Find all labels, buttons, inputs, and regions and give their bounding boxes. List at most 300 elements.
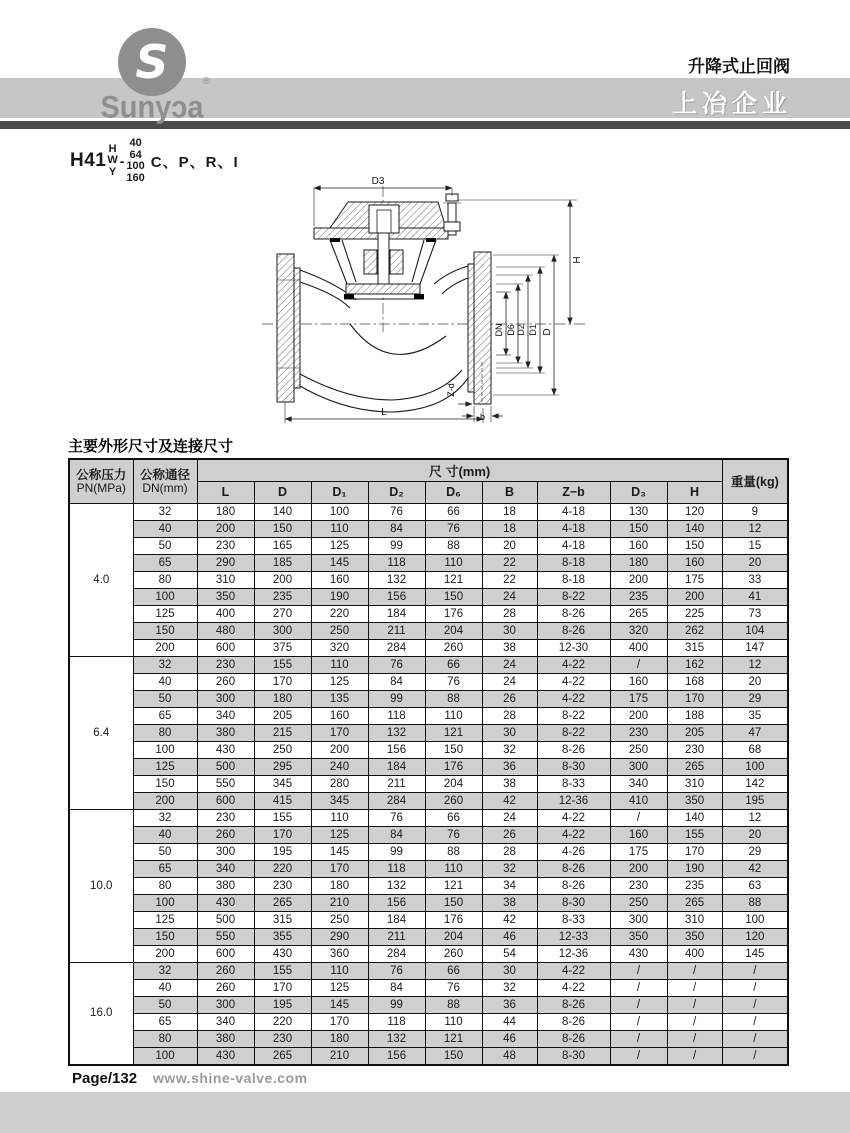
dimension-value: 76 — [368, 656, 425, 673]
dn-value: 150 — [133, 622, 197, 639]
dimension-value: / — [667, 962, 722, 979]
header-dn-cn: 公称通径 — [139, 467, 190, 482]
dn-value: 32 — [133, 962, 197, 979]
model-designation — [70, 138, 239, 184]
dimension-value: 34 — [482, 877, 537, 894]
dn-value: 125 — [133, 758, 197, 775]
dimension-value: 125 — [311, 979, 368, 996]
table-row — [69, 605, 788, 622]
packing — [390, 250, 403, 274]
dn-value: 50 — [133, 843, 197, 860]
dimension-value: 290 — [197, 554, 254, 571]
left-flange-step — [294, 268, 300, 388]
dimension-value: 100 — [311, 503, 368, 520]
dn-value: 50 — [133, 537, 197, 554]
dimension-value: 41 — [722, 588, 788, 605]
dimension-value: 160 — [667, 554, 722, 571]
dimension-value: 48 — [482, 1047, 537, 1065]
dimension-value: 230 — [667, 741, 722, 758]
dimension-value: 184 — [368, 758, 425, 775]
dimension-value: 4-22 — [537, 809, 610, 826]
dimension-value: 205 — [667, 724, 722, 741]
table-row — [69, 826, 788, 843]
table-row — [69, 775, 788, 792]
dimension-value: / — [667, 979, 722, 996]
dimension-value: / — [610, 979, 667, 996]
valve-stem — [378, 233, 389, 285]
table-row — [69, 1030, 788, 1047]
dimension-value: 99 — [368, 843, 425, 860]
table-row — [69, 758, 788, 775]
table-row — [69, 622, 788, 639]
model-dash: - — [119, 153, 125, 169]
dn-value: 40 — [133, 826, 197, 843]
dimension-value: 15 — [722, 537, 788, 554]
page-title: 升降式止回阀 — [688, 57, 790, 76]
dimension-value: 110 — [425, 707, 482, 724]
dimension-value: 260 — [425, 639, 482, 656]
model-type: W — [107, 154, 118, 167]
dimension-value: 185 — [254, 554, 311, 571]
dimension-value: 26 — [482, 826, 537, 843]
right-flange-step — [468, 264, 474, 392]
dimension-value: 4-22 — [537, 673, 610, 690]
dimension-value: 4-18 — [537, 503, 610, 520]
dimension-value: 340 — [197, 707, 254, 724]
dimension-value: 190 — [311, 588, 368, 605]
dimension-value: 180 — [311, 1030, 368, 1047]
model-pressure: 40 — [129, 137, 142, 149]
dimension-value: / — [610, 962, 667, 979]
dimension-value: 121 — [425, 571, 482, 588]
dimension-value: 4-22 — [537, 979, 610, 996]
dimension-value: 4-26 — [537, 843, 610, 860]
dimension-value: 211 — [368, 622, 425, 639]
dimension-value: 380 — [197, 877, 254, 894]
dimension-value: 88 — [425, 537, 482, 554]
table-row — [69, 520, 788, 537]
dimension-value: 54 — [482, 945, 537, 962]
table-row — [69, 554, 788, 571]
dimension-value: 8-26 — [537, 877, 610, 894]
dimension-value: 100 — [722, 911, 788, 928]
seat-ring — [414, 294, 424, 299]
dimension-value: 156 — [368, 1047, 425, 1065]
dimension-value: 235 — [610, 588, 667, 605]
dimension-value: 600 — [197, 792, 254, 809]
dimension-value: 235 — [667, 877, 722, 894]
dimension-value: 400 — [610, 639, 667, 656]
dimension-value: / — [667, 996, 722, 1013]
dn-value: 200 — [133, 945, 197, 962]
dimension-value: 260 — [197, 826, 254, 843]
dimension-value: 36 — [482, 758, 537, 775]
dimension-value: / — [722, 1030, 788, 1047]
dn-value: 80 — [133, 1030, 197, 1047]
dim-label-d6: D6 — [506, 324, 516, 336]
dn-value: 40 — [133, 979, 197, 996]
diameter-dimensions — [493, 255, 559, 395]
dimension-value: 265 — [667, 894, 722, 911]
dimension-value: 220 — [311, 605, 368, 622]
dn-value: 125 — [133, 605, 197, 622]
dimension-value: / — [722, 1047, 788, 1065]
dimension-value: 88 — [425, 843, 482, 860]
dimension-value: 200 — [667, 588, 722, 605]
dimension-value: 28 — [482, 843, 537, 860]
dimension-value: 380 — [197, 1030, 254, 1047]
dimension-value: 156 — [368, 588, 425, 605]
dimension-value: 47 — [722, 724, 788, 741]
dimension-value: 84 — [368, 979, 425, 996]
dimension-value: 250 — [610, 741, 667, 758]
dimension-value: 118 — [368, 707, 425, 724]
dimension-value: 24 — [482, 673, 537, 690]
dimension-value: 220 — [254, 860, 311, 877]
dimension-value: 176 — [425, 911, 482, 928]
dimension-value: / — [667, 1047, 722, 1065]
table-row — [69, 707, 788, 724]
dimension-value: / — [610, 656, 667, 673]
table-row — [69, 673, 788, 690]
dimension-value: 156 — [368, 741, 425, 758]
dimension-value: 46 — [482, 928, 537, 945]
dimension-value: 73 — [722, 605, 788, 622]
dimension-value: 300 — [610, 758, 667, 775]
dn-value: 80 — [133, 724, 197, 741]
dim-label-zd: Z-d — [446, 383, 456, 397]
header-col-l: L — [197, 481, 254, 503]
dn-value: 32 — [133, 656, 197, 673]
dimension-value: 12 — [722, 520, 788, 537]
pn-value: 6.4 — [69, 656, 133, 809]
header-pn-cn: 公称压力 — [76, 467, 127, 482]
dimension-value: 8-26 — [537, 622, 610, 639]
dimension-value: 300 — [610, 911, 667, 928]
dimension-value: 230 — [254, 1030, 311, 1047]
dimension-value: 180 — [311, 877, 368, 894]
dimension-value: 200 — [197, 520, 254, 537]
dim-label-b: b — [479, 412, 486, 422]
dimension-value: / — [722, 962, 788, 979]
dimension-value: 300 — [197, 843, 254, 860]
dimension-value: 20 — [722, 826, 788, 843]
dimension-value: 36 — [482, 996, 537, 1013]
header-col-zb: Z−b — [537, 481, 610, 503]
pn-value: 10.0 — [69, 809, 133, 962]
dimension-value: 150 — [425, 741, 482, 758]
header-weight: 重量(kg) — [722, 459, 788, 503]
dimension-value: 24 — [482, 656, 537, 673]
dimension-value: 110 — [311, 809, 368, 826]
dimension-value: 155 — [254, 656, 311, 673]
table-row — [69, 724, 788, 741]
dimension-value: 12-36 — [537, 945, 610, 962]
dimension-value: 430 — [254, 945, 311, 962]
header-col-d1: D₁ — [311, 481, 368, 503]
dimension-value: 211 — [368, 928, 425, 945]
header-dn — [133, 459, 197, 503]
model-type-stack — [107, 144, 117, 179]
dimension-value: 24 — [482, 588, 537, 605]
dimension-value: 295 — [254, 758, 311, 775]
dimension-value: 215 — [254, 724, 311, 741]
dimension-value: 110 — [311, 656, 368, 673]
dimension-value: 132 — [368, 877, 425, 894]
dimension-value: 132 — [368, 1030, 425, 1047]
dim-label-l: L — [381, 407, 387, 418]
dimension-value: 310 — [667, 911, 722, 928]
table-row — [69, 1013, 788, 1030]
header-pn — [69, 459, 133, 503]
body-outline — [442, 278, 468, 294]
dimension-value: / — [722, 996, 788, 1013]
dimension-value: 155 — [667, 826, 722, 843]
seat-ring — [344, 294, 354, 299]
logo-mark-icon — [116, 26, 188, 98]
dimension-value: 140 — [667, 809, 722, 826]
dimension-value: 4-18 — [537, 537, 610, 554]
dimension-value: 84 — [368, 673, 425, 690]
dn-value: 200 — [133, 639, 197, 656]
dimension-value: 260 — [197, 962, 254, 979]
dimension-value: 175 — [667, 571, 722, 588]
dimension-value: 170 — [254, 673, 311, 690]
dimension-value: 147 — [722, 639, 788, 656]
dimension-value: 63 — [722, 877, 788, 894]
dimension-value: 76 — [425, 673, 482, 690]
table-row — [69, 503, 788, 520]
gasket — [330, 238, 340, 242]
table-row — [69, 639, 788, 656]
dimension-value: 480 — [197, 622, 254, 639]
dimension-value: 410 — [610, 792, 667, 809]
dimension-value: 184 — [368, 605, 425, 622]
dimension-value: 250 — [254, 741, 311, 758]
dn-value: 100 — [133, 588, 197, 605]
dimension-value: 250 — [311, 622, 368, 639]
dimension-value: 340 — [610, 775, 667, 792]
dimension-value: 265 — [667, 758, 722, 775]
dimension-value: 38 — [482, 894, 537, 911]
dimension-value: 4-22 — [537, 962, 610, 979]
dimension-value: 195 — [254, 996, 311, 1013]
model-type: Y — [108, 165, 117, 178]
header-size: 尺 寸(mm) — [197, 459, 722, 481]
header-pn-en: PN(MPa) — [76, 480, 126, 495]
dimension-value: 104 — [722, 622, 788, 639]
dimension-value: 135 — [311, 690, 368, 707]
dimension-value: 120 — [722, 928, 788, 945]
dimension-value: 155 — [254, 962, 311, 979]
dimension-value: 345 — [254, 775, 311, 792]
dimension-value: 42 — [482, 911, 537, 928]
dimension-value: 176 — [425, 758, 482, 775]
dimension-value: 165 — [254, 537, 311, 554]
dimension-value: 315 — [667, 639, 722, 656]
dimension-value: 118 — [368, 1013, 425, 1030]
dimension-value: 225 — [667, 605, 722, 622]
dimension-value: 500 — [197, 911, 254, 928]
table-row — [69, 656, 788, 673]
dimension-value: 180 — [197, 503, 254, 520]
dimension-value: 20 — [722, 554, 788, 571]
dimension-value: 8-26 — [537, 605, 610, 622]
dn-value: 65 — [133, 554, 197, 571]
table-row — [69, 1047, 788, 1065]
dimension-value: 160 — [311, 707, 368, 724]
dimension-value: 220 — [254, 1013, 311, 1030]
dimension-value: 32 — [482, 741, 537, 758]
dimension-value: 100 — [722, 758, 788, 775]
dimension-value: 190 — [667, 860, 722, 877]
dimension-value: 8-33 — [537, 775, 610, 792]
dimension-value: 150 — [667, 537, 722, 554]
dimension-value: 68 — [722, 741, 788, 758]
dimension-value: 8-30 — [537, 894, 610, 911]
dimension-value: 430 — [197, 741, 254, 758]
dimension-value: 170 — [311, 1013, 368, 1030]
dimension-value: 210 — [311, 894, 368, 911]
dn-value: 65 — [133, 860, 197, 877]
page-footer — [72, 1070, 308, 1087]
dimension-value: 32 — [482, 979, 537, 996]
dim-label-d1: D1 — [528, 324, 538, 336]
model-suffix: C、P、R、I — [150, 153, 239, 171]
svg-text:S: S — [135, 35, 169, 89]
dn-value: 32 — [133, 503, 197, 520]
dimension-value: 195 — [722, 792, 788, 809]
dimension-value: 76 — [368, 809, 425, 826]
dimension-value: 125 — [311, 673, 368, 690]
brand-logo — [86, 26, 218, 125]
dimension-value: 120 — [667, 503, 722, 520]
table-row — [69, 537, 788, 554]
dimension-value: 42 — [482, 792, 537, 809]
dimension-value: 12-30 — [537, 639, 610, 656]
dimension-value: 125 — [311, 537, 368, 554]
dimension-value: 600 — [197, 639, 254, 656]
dimension-value: 8-33 — [537, 911, 610, 928]
dn-value: 150 — [133, 775, 197, 792]
dimension-value: 132 — [368, 724, 425, 741]
stem-guide — [377, 210, 391, 233]
dimension-value: 8-18 — [537, 571, 610, 588]
table-row — [69, 809, 788, 826]
dimension-value: 99 — [368, 996, 425, 1013]
dimension-value: 150 — [425, 588, 482, 605]
dn-value: 100 — [133, 1047, 197, 1065]
dimension-value: 20 — [482, 537, 537, 554]
dimension-value: 200 — [610, 707, 667, 724]
dimension-value: 110 — [311, 962, 368, 979]
dimension-value: 145 — [722, 945, 788, 962]
dimension-value: 204 — [425, 622, 482, 639]
dimension-value: / — [610, 1030, 667, 1047]
dimension-value: 76 — [425, 520, 482, 537]
dimension-value: 160 — [610, 537, 667, 554]
dimension-value: 29 — [722, 843, 788, 860]
header-col-b: B — [482, 481, 537, 503]
dimension-value: 175 — [610, 843, 667, 860]
dimension-value: 175 — [610, 690, 667, 707]
dn-value: 80 — [133, 877, 197, 894]
dimension-value: 4-18 — [537, 520, 610, 537]
dimension-value: 265 — [254, 1047, 311, 1065]
dimension-value: 38 — [482, 639, 537, 656]
dimension-value: 42 — [722, 860, 788, 877]
dimension-value: 430 — [197, 1047, 254, 1065]
dimension-value: 355 — [254, 928, 311, 945]
dn-value: 32 — [133, 809, 197, 826]
dimension-value: 600 — [197, 945, 254, 962]
header-col-d3: D₃ — [610, 481, 667, 503]
footer-gray-bar — [0, 1092, 850, 1133]
dimension-value: 8-22 — [537, 707, 610, 724]
dimension-value: 35 — [722, 707, 788, 724]
dimension-value: 26 — [482, 690, 537, 707]
dimension-value: 270 — [254, 605, 311, 622]
dimension-value: 265 — [254, 894, 311, 911]
dimension-value: 110 — [425, 554, 482, 571]
table-row — [69, 945, 788, 962]
dimension-value: 375 — [254, 639, 311, 656]
dimension-value: 350 — [610, 928, 667, 945]
dimension-value: 168 — [667, 673, 722, 690]
pn-value: 4.0 — [69, 503, 133, 656]
dimension-value: 320 — [610, 622, 667, 639]
dimension-value: 415 — [254, 792, 311, 809]
dimensions-table-body — [69, 503, 788, 1065]
header-dn-en: DN(mm) — [142, 480, 188, 495]
dimension-value: 9 — [722, 503, 788, 520]
dimension-value: 400 — [667, 945, 722, 962]
dimension-value: / — [610, 809, 667, 826]
dimension-value: 121 — [425, 1030, 482, 1047]
dimension-value: 170 — [311, 860, 368, 877]
dimension-value: 22 — [482, 571, 537, 588]
dimension-value: / — [667, 1030, 722, 1047]
dimension-value: 76 — [368, 503, 425, 520]
dimension-value: 210 — [311, 1047, 368, 1065]
dimension-value: 284 — [368, 792, 425, 809]
dn-value: 80 — [133, 571, 197, 588]
dimension-value: 18 — [482, 503, 537, 520]
right-flange — [474, 252, 491, 404]
dimension-value: 300 — [197, 690, 254, 707]
dimension-value: 340 — [197, 860, 254, 877]
dimension-value: 84 — [368, 826, 425, 843]
dimension-value: 150 — [610, 520, 667, 537]
dimension-value: 160 — [610, 826, 667, 843]
dimension-value: 44 — [482, 1013, 537, 1030]
dimension-value: 345 — [311, 792, 368, 809]
dimension-value: 262 — [667, 622, 722, 639]
dimension-value: 4-22 — [537, 826, 610, 843]
dimension-value: 8-22 — [537, 724, 610, 741]
dimension-value: 211 — [368, 775, 425, 792]
dimension-value: 76 — [368, 962, 425, 979]
dimension-value: 170 — [667, 843, 722, 860]
table-row — [69, 877, 788, 894]
dimension-value: 230 — [197, 809, 254, 826]
dimension-value: 28 — [482, 605, 537, 622]
dimension-value: 400 — [197, 605, 254, 622]
dn-value: 40 — [133, 520, 197, 537]
dimension-value: 284 — [368, 945, 425, 962]
dn-value: 50 — [133, 690, 197, 707]
dimension-value: 32 — [482, 860, 537, 877]
